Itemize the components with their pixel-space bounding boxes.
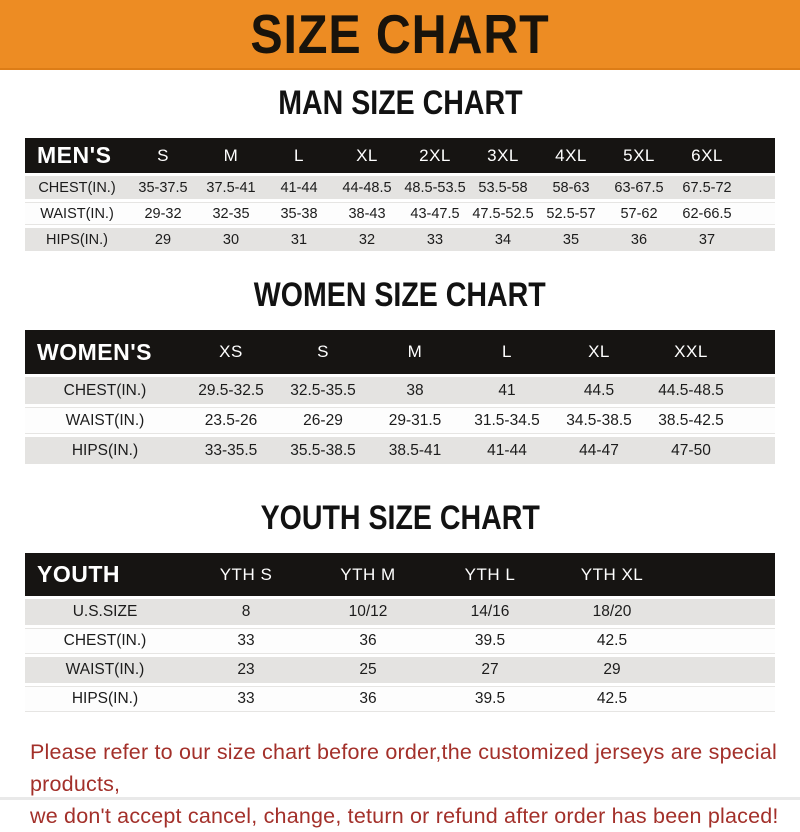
womens-table-label: WOMEN'S [25,330,185,374]
table-cell: 35.5-38.5 [277,437,369,464]
table-cell: 41 [461,377,553,404]
row-label: U.S.SIZE [25,599,185,625]
table-cell: 27 [429,657,551,683]
table-cell: 33-35.5 [185,437,277,464]
youth-size-table [25,550,775,715]
column-header-xl: XL [553,330,645,374]
banner-title: SIZE CHART [250,3,550,65]
column-header-xl: XL [333,138,401,173]
table-cell: 30 [197,228,265,251]
table-cell: 25 [307,657,429,683]
disclaimer-line-2: we don't accept cancel, change, teturn or refund after order has been placed! [30,804,779,828]
row-label: HIPS(IN.) [25,437,185,464]
row-label: CHEST(IN.) [25,377,185,404]
table-cell: 47-50 [645,437,737,464]
table-cell: 36 [605,228,673,251]
table-cell: 23.5-26 [185,407,277,434]
table-cell: 41-44 [461,437,553,464]
mens-size-table [25,135,775,254]
mens-header-row [25,138,775,173]
table-cell: 44.5 [553,377,645,404]
youth-chest-row [25,628,775,654]
table-cell: 38.5-42.5 [645,407,737,434]
table-cell: 34.5-38.5 [553,407,645,434]
table-cell: 36 [307,628,429,654]
table-cell: 35-38 [265,202,333,225]
table-cell: 18/20 [551,599,673,625]
row-label: CHEST(IN.) [25,628,185,654]
column-header-yth-s: YTH S [185,553,307,596]
table-cell: 35 [537,228,605,251]
table-cell: 63-67.5 [605,176,673,199]
column-header-yth-m: YTH M [307,553,429,596]
cell-spacer [673,686,775,712]
table-cell: 8 [185,599,307,625]
row-label: WAIST(IN.) [25,202,129,225]
table-cell: 33 [185,686,307,712]
youth-section-title [0,499,800,538]
table-cell: 44-48.5 [333,176,401,199]
table-cell: 32.5-35.5 [277,377,369,404]
column-header-4xl: 4XL [537,138,605,173]
row-label: HIPS(IN.) [25,686,185,712]
table-cell: 32-35 [197,202,265,225]
youth-table-label: YOUTH [25,553,185,596]
table-cell: 38 [369,377,461,404]
table-cell: 47.5-52.5 [469,202,537,225]
youth-header-row [25,553,775,596]
disclaimer-text [30,736,780,832]
column-header-s: S [129,138,197,173]
womens-header-row [25,330,775,374]
column-header-m: M [197,138,265,173]
table-cell: 67.5-72 [673,176,741,199]
table-cell: 52.5-57 [537,202,605,225]
table-cell: 29-32 [129,202,197,225]
mens-table-label: MEN'S [25,138,129,173]
column-header-3xl: 3XL [469,138,537,173]
man-section-title [0,84,800,123]
column-header-s: S [277,330,369,374]
table-cell: 58-63 [537,176,605,199]
youth-ussize-row [25,599,775,625]
table-cell: 31.5-34.5 [461,407,553,434]
cell-spacer [741,228,775,251]
row-label: CHEST(IN.) [25,176,129,199]
table-cell: 41-44 [265,176,333,199]
table-cell: 31 [265,228,333,251]
column-header-2xl: 2XL [401,138,469,173]
table-cell: 36 [307,686,429,712]
column-header-6xl: 6XL [673,138,741,173]
table-cell: 32 [333,228,401,251]
table-cell: 10/12 [307,599,429,625]
table-cell: 39.5 [429,686,551,712]
womens-hips-row [25,437,775,464]
mens-hips-row [25,228,775,251]
womens-chest-row [25,377,775,404]
table-cell: 29.5-32.5 [185,377,277,404]
cell-spacer [737,377,775,404]
youth-section-title-text: YOUTH SIZE CHART [260,499,540,537]
cell-spacer [673,628,775,654]
table-cell: 14/16 [429,599,551,625]
column-header-yth-xl: YTH XL [551,553,673,596]
disclaimer-line-1: Please refer to our size chart before order,the customized jerseys are special products, [30,740,777,796]
table-cell: 29 [129,228,197,251]
cell-spacer [737,437,775,464]
cell-spacer [737,407,775,434]
table-cell: 33 [401,228,469,251]
column-header-m: M [369,330,461,374]
cell-spacer [741,176,775,199]
table-cell: 34 [469,228,537,251]
table-cell: 37.5-41 [197,176,265,199]
mens-chest-row [25,176,775,199]
women-section-title-text: WOMEN SIZE CHART [254,276,546,314]
cell-spacer [673,599,775,625]
table-cell: 48.5-53.5 [401,176,469,199]
table-cell: 57-62 [605,202,673,225]
womens-size-table [25,327,775,467]
column-header-xs: XS [185,330,277,374]
youth-hips-row [25,686,775,712]
header-spacer [737,330,775,374]
table-cell: 26-29 [277,407,369,434]
row-label: HIPS(IN.) [25,228,129,251]
man-section-title-text: MAN SIZE CHART [277,84,523,122]
table-cell: 39.5 [429,628,551,654]
table-cell: 29 [551,657,673,683]
header-spacer [741,138,775,173]
table-cell: 62-66.5 [673,202,741,225]
table-cell: 53.5-58 [469,176,537,199]
mens-waist-row [25,202,775,225]
women-section-title [0,276,800,315]
table-cell: 29-31.5 [369,407,461,434]
table-cell: 42.5 [551,628,673,654]
table-cell: 42.5 [551,686,673,712]
youth-waist-row [25,657,775,683]
column-header-yth-l: YTH L [429,553,551,596]
cell-spacer [741,202,775,225]
header-spacer [673,553,775,596]
row-label: WAIST(IN.) [25,657,185,683]
table-cell: 38-43 [333,202,401,225]
size-chart-banner [0,0,800,70]
column-header-l: L [265,138,333,173]
column-header-l: L [461,330,553,374]
table-cell: 38.5-41 [369,437,461,464]
table-cell: 44-47 [553,437,645,464]
table-cell: 33 [185,628,307,654]
table-cell: 23 [185,657,307,683]
column-header-5xl: 5XL [605,138,673,173]
table-cell: 44.5-48.5 [645,377,737,404]
column-header-xxl: XXL [645,330,737,374]
table-cell: 37 [673,228,741,251]
table-cell: 43-47.5 [401,202,469,225]
cell-spacer [673,657,775,683]
row-label: WAIST(IN.) [25,407,185,434]
table-cell: 35-37.5 [129,176,197,199]
womens-waist-row [25,407,775,434]
